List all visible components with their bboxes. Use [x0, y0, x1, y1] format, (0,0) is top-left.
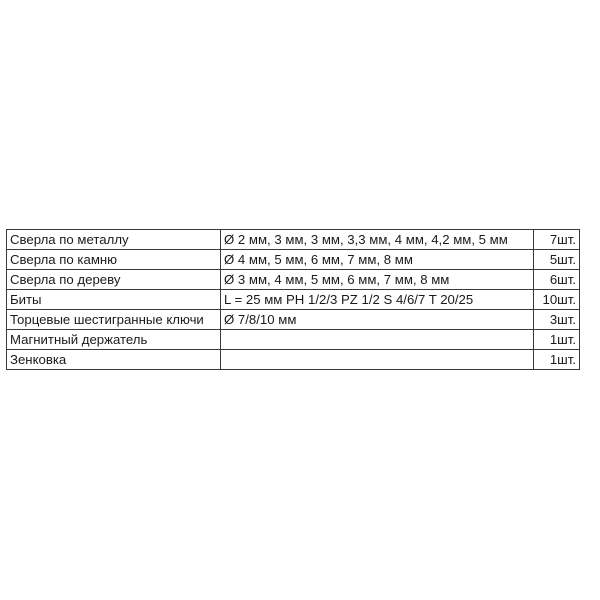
- table-row: [7, 250, 580, 270]
- item-name-cell: Биты: [7, 290, 221, 310]
- item-qty-cell: 5шт.: [534, 250, 580, 270]
- table-row: [7, 330, 580, 350]
- item-size-cell: L = 25 мм PH 1/2/3 PZ 1/2 S 4/6/7 T 20/25: [221, 290, 534, 310]
- table-row: [7, 290, 580, 310]
- item-qty-cell: 7шт.: [534, 230, 580, 250]
- item-qty-cell: 6шт.: [534, 270, 580, 290]
- item-name-cell: Сверла по камню: [7, 250, 221, 270]
- item-qty-cell: 1шт.: [534, 350, 580, 370]
- table-row: [7, 230, 580, 250]
- item-name-cell: Торцевые шестигранные ключи: [7, 310, 221, 330]
- item-size-cell: Ø 7/8/10 мм: [221, 310, 534, 330]
- item-size-cell: Ø 3 мм, 4 мм, 5 мм, 6 мм, 7 мм, 8 мм: [221, 270, 534, 290]
- item-name-cell: Магнитный держатель: [7, 330, 221, 350]
- item-name-cell: Зенковка: [7, 350, 221, 370]
- item-qty-cell: 10шт.: [534, 290, 580, 310]
- item-qty-cell: 1шт.: [534, 330, 580, 350]
- item-size-cell: Ø 4 мм, 5 мм, 6 мм, 7 мм, 8 мм: [221, 250, 534, 270]
- item-size-cell: [221, 350, 534, 370]
- table-row: [7, 270, 580, 290]
- table-row: [7, 310, 580, 330]
- item-name-cell: Сверла по дереву: [7, 270, 221, 290]
- item-qty-cell: 3шт.: [534, 310, 580, 330]
- item-name-cell: Сверла по металлу: [7, 230, 221, 250]
- item-size-cell: [221, 330, 534, 350]
- item-size-cell: Ø 2 мм, 3 мм, 3 мм, 3,3 мм, 4 мм, 4,2 мм, 5 мм: [221, 230, 534, 250]
- contents-table: [6, 229, 580, 370]
- table-row: [7, 350, 580, 370]
